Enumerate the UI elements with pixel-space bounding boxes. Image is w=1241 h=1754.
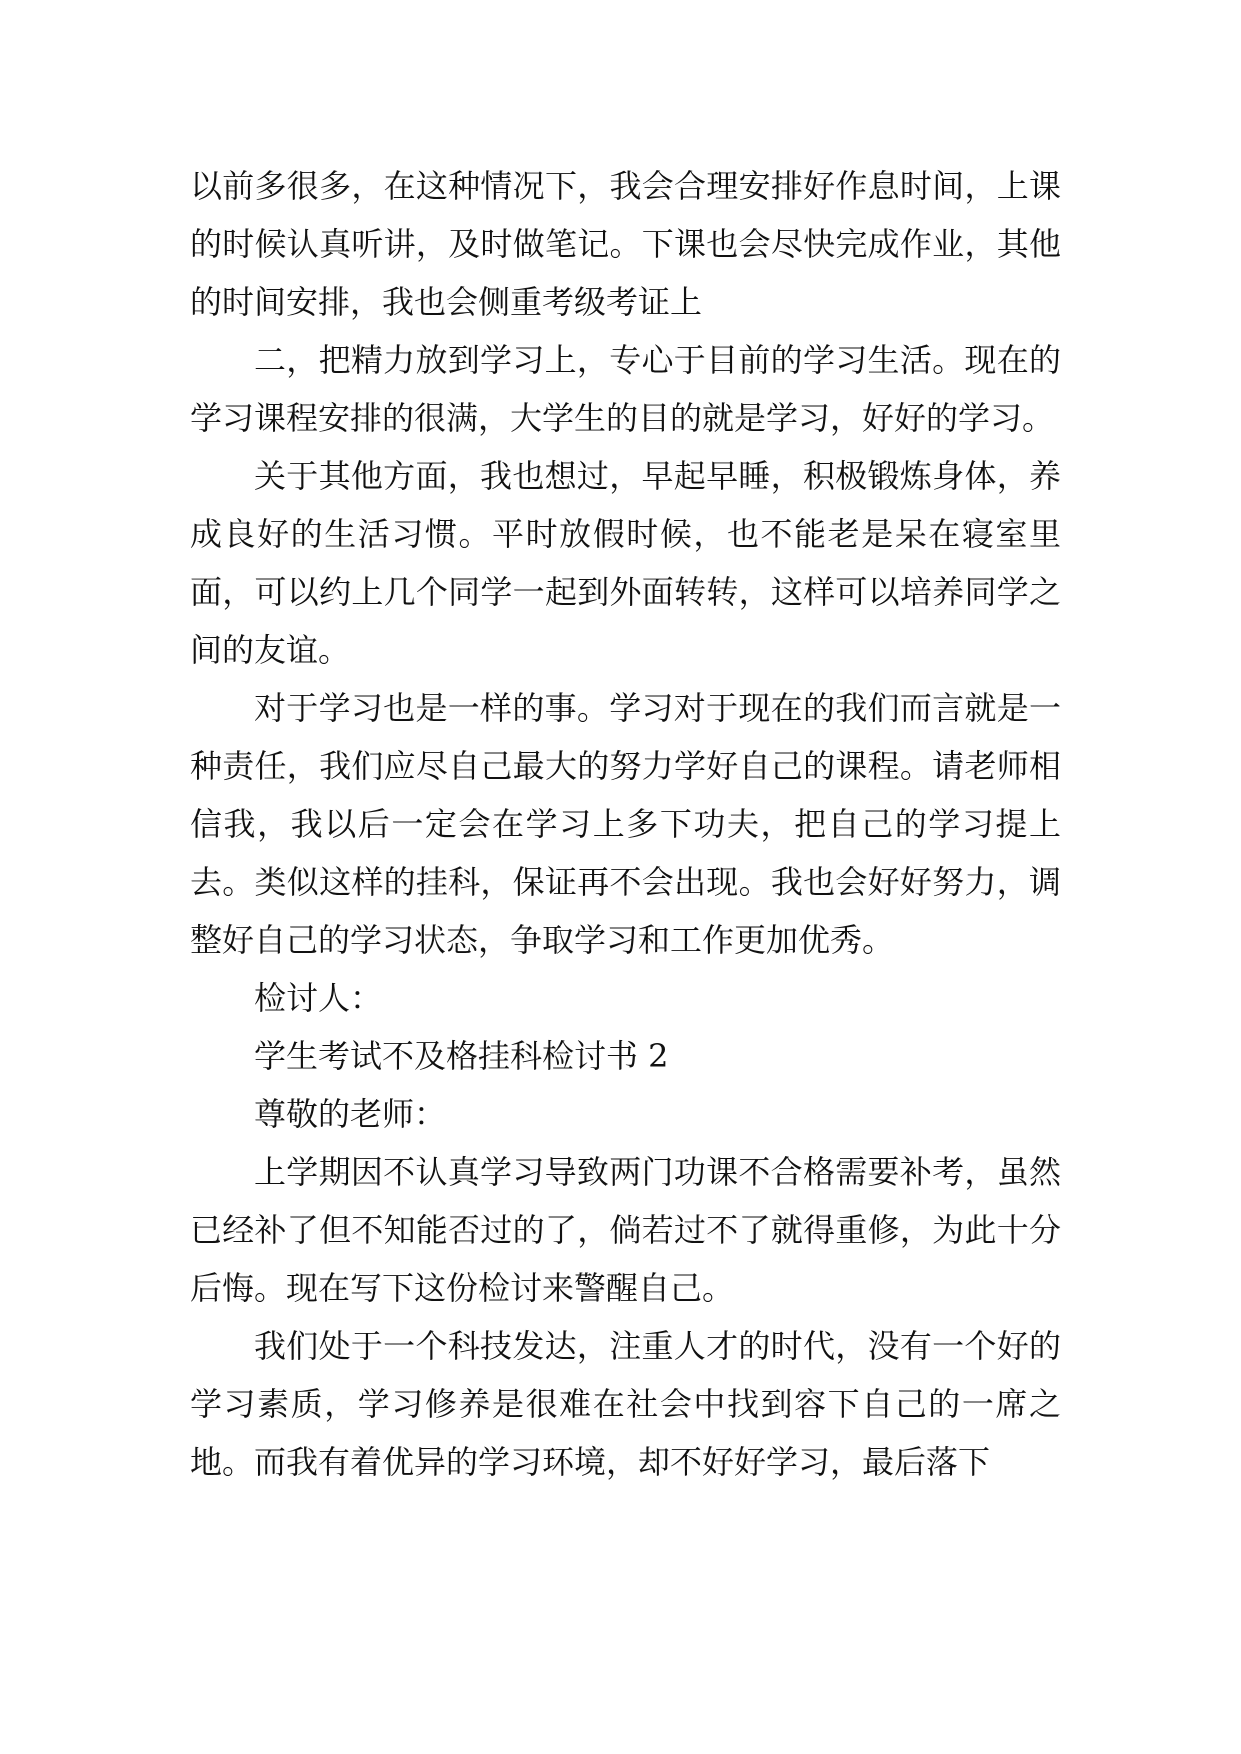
section-title: 学生考试不及格挂科检讨书 2 <box>254 1037 669 1075</box>
signature-line: 检讨人： <box>254 979 383 1017</box>
paragraph-study-responsibility: 对于学习也是一样的事。学习对于现在的我们而言就是一种责任，我们应尽自己最大的努力学好自己的课程。请老师相信我，我以后一定会在学习上多下功夫，把自己的学习提上去。类似这样的挂科，保证再不会出现。我也会好好努力，调整好自己的学习状态，争取学习和工作更加优秀。 <box>190 689 1061 959</box>
paragraph-era-of-talent: 我们处于一个科技发达，注重人才的时代，没有一个好的学习素质，学习修养是很难在社会中找到容下自己的一席之地。而我有着优异的学习环境，却不好好学习，最后落下 <box>190 1327 1061 1481</box>
paragraph-focus-on-study: 二，把精力放到学习上，专心于目前的学习生活。现在的学习课程安排的很满，大学生的目的就是学习，好好的学习。 <box>190 341 1061 437</box>
paragraph-failed-exams: 上学期因不认真学习导致两门功课不合格需要补考，虽然已经补了但不知能否过的了，倘若过不了就得重修，为此十分后悔。现在写下这份检讨来警醒自己。 <box>190 1153 1061 1307</box>
paragraph-continuation: 以前多很多，在这种情况下，我会合理安排好作息时间，上课的时候认真听讲，及时做笔记。下课也会尽快完成作业，其他的时间安排，我也会侧重考级考证上 <box>190 167 1061 321</box>
salutation: 尊敬的老师： <box>254 1095 447 1133</box>
document-body <box>190 157 1061 1491</box>
paragraph-other-aspects: 关于其他方面，我也想过，早起早睡，积极锻炼身体，养成良好的生活习惯。平时放假时候，也不能老是呆在寝室里面，可以约上几个同学一起到外面转转，这样可以培养同学之间的友谊。 <box>190 457 1061 669</box>
